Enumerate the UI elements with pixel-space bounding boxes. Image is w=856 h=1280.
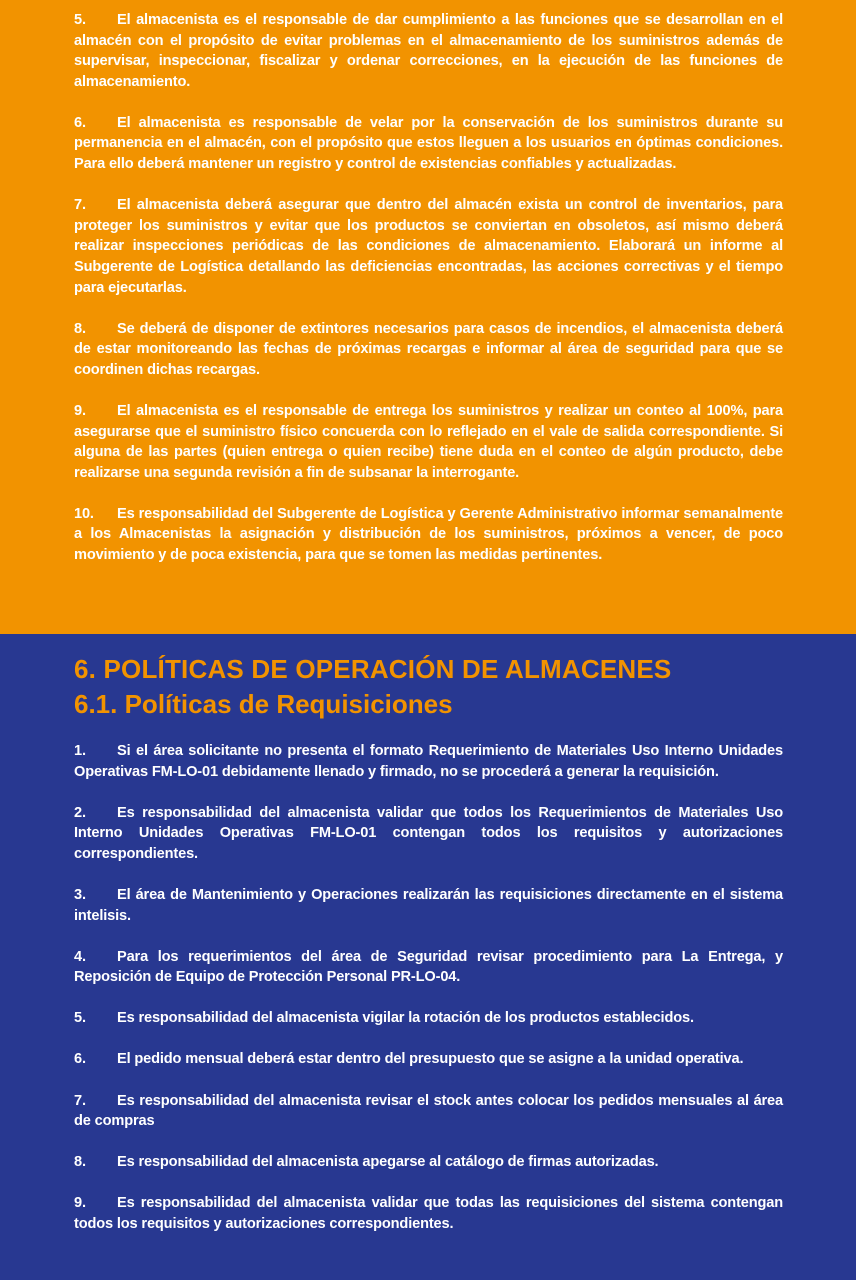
item-number: 10. <box>74 505 94 522</box>
item-text: Es responsabilidad del almacenista validar que todas las requisiciones del sistema contengan todos los requisitos y autorizaciones correspondientes. <box>74 1195 783 1232</box>
list-item <box>74 1049 783 1070</box>
list-item <box>74 319 783 381</box>
item-number: 3. <box>74 886 86 903</box>
item-text: El almacenista deberá asegurar que dentro del almacén exista un control de inventarios, para proteger los suministros y evitar que los productos se conviertan en obsoletos, así mismo deberá realizar inspecciones periódicas de las condiciones de almacenamiento. Elaborará un informe al Subgerente de Logística detallando las deficiencias encontradas, las acciones correctivas y el tiempo para ejecutarlas. <box>74 197 783 296</box>
item-number: 8. <box>74 320 86 337</box>
list-item <box>74 1152 783 1173</box>
list-item <box>74 1091 783 1132</box>
item-text: Es responsabilidad del Subgerente de Logística y Gerente Administrativo informar semanalmente a los Almacenistas la asignación y distribución de los suministros, próximos a vencer, de poco movimiento y de poca existencia, para que se tomen las medidas pertinentes. <box>74 505 783 563</box>
list-item <box>74 885 783 926</box>
list-item <box>74 504 783 566</box>
previous-section-list <box>0 0 856 634</box>
item-text: El almacenista es el responsable de dar cumplimiento a las funciones que se desarrollan en el almacén con el propósito de evitar problemas en el almacenamiento de los suministros además de supervisar, inspeccionar, fiscalizar y ordenar correcciones, en la ejecución de las funciones de almacenamiento. <box>74 12 783 90</box>
item-number: 5. <box>74 1010 86 1027</box>
item-text: El almacenista es responsable de velar por la conservación de los suministros durante su permanencia en el almacén, con el propósito que estos lleguen a los usuarios en óptimas condiciones. Para ello deberá mantener un registro y control de existencias confiables y actualizadas. <box>74 114 783 173</box>
item-number: 7. <box>74 1092 86 1109</box>
item-text: Es responsabilidad del almacenista apegarse al catálogo de firmas autorizadas. <box>117 1154 659 1171</box>
list-item <box>74 1193 783 1234</box>
item-text: Si el área solicitante no presenta el formato Requerimiento de Materiales Uso Interno Unidades Operativas FM-LO-01 debidamente llenado y firmado, no se procederá a generar la requisición. <box>74 743 783 780</box>
item-number: 4. <box>74 948 86 965</box>
item-text: El almacenista es el responsable de entrega los suministros y realizar un conteo al 100%, para asegurarse que el suministro físico concuerda con lo reflejado en el vale de salida correspondiente. Si alguna de las partes (quien entrega o quien recibe) tiene duda en el conteo de algún producto, debe realizarse una segunda revisión a fin de subsanar la interrogante. <box>74 402 783 481</box>
item-text: El área de Mantenimiento y Operaciones realizarán las requisiciones directamente en el sistema intelisis. <box>74 886 783 924</box>
item-text: Es responsabilidad del almacenista validar que todos los Requerimientos de Materiales Uso Interno Unidades Operativas FM-LO-01 contengan todos los requisitos y autorizaciones correspondientes. <box>74 804 783 862</box>
list-item <box>74 947 783 988</box>
section-title: 6. POLÍTICAS DE OPERACIÓN DE ALMACENES <box>74 654 672 684</box>
item-number: 5. <box>74 12 86 28</box>
subsection-title: 6.1. Políticas de Requisiciones <box>74 689 453 719</box>
item-number: 9. <box>74 402 86 419</box>
list-item <box>74 741 783 782</box>
item-number: 6. <box>74 114 86 131</box>
list-item <box>74 10 783 92</box>
item-text: Es responsabilidad del almacenista vigilar la rotación de los productos establecidos. <box>117 1010 694 1027</box>
item-number: 6. <box>74 1051 86 1068</box>
list-item <box>74 1008 783 1029</box>
item-number: 2. <box>74 804 86 821</box>
list-item <box>74 113 783 175</box>
item-number: 1. <box>74 743 86 759</box>
item-number: 7. <box>74 197 86 214</box>
item-number: 8. <box>74 1154 86 1171</box>
item-number: 9. <box>74 1195 86 1212</box>
item-text: Para los requerimientos del área de Seguridad revisar procedimiento para La Entrega, y Reposición de Equipo de Protección Personal PR-LO-04. <box>74 948 783 986</box>
list-item <box>74 401 783 483</box>
item-text: El pedido mensual deberá estar dentro del presupuesto que se asigne a la unidad operativa. <box>117 1051 744 1068</box>
item-text: Se deberá de disponer de extintores necesarios para casos de incendios, el almacenista deberá de estar monitoreando las fechas de próximas recargas e informar al área de seguridad para que se coordinen dichas recargas. <box>74 320 783 378</box>
section-6-operation-policies <box>0 634 856 1280</box>
list-item <box>74 803 783 865</box>
item-text: Es responsabilidad del almacenista revisar el stock antes colocar los pedidos mensuales al área de compras <box>74 1092 783 1130</box>
list-item <box>74 195 783 298</box>
requisition-policies-list <box>74 741 783 1235</box>
